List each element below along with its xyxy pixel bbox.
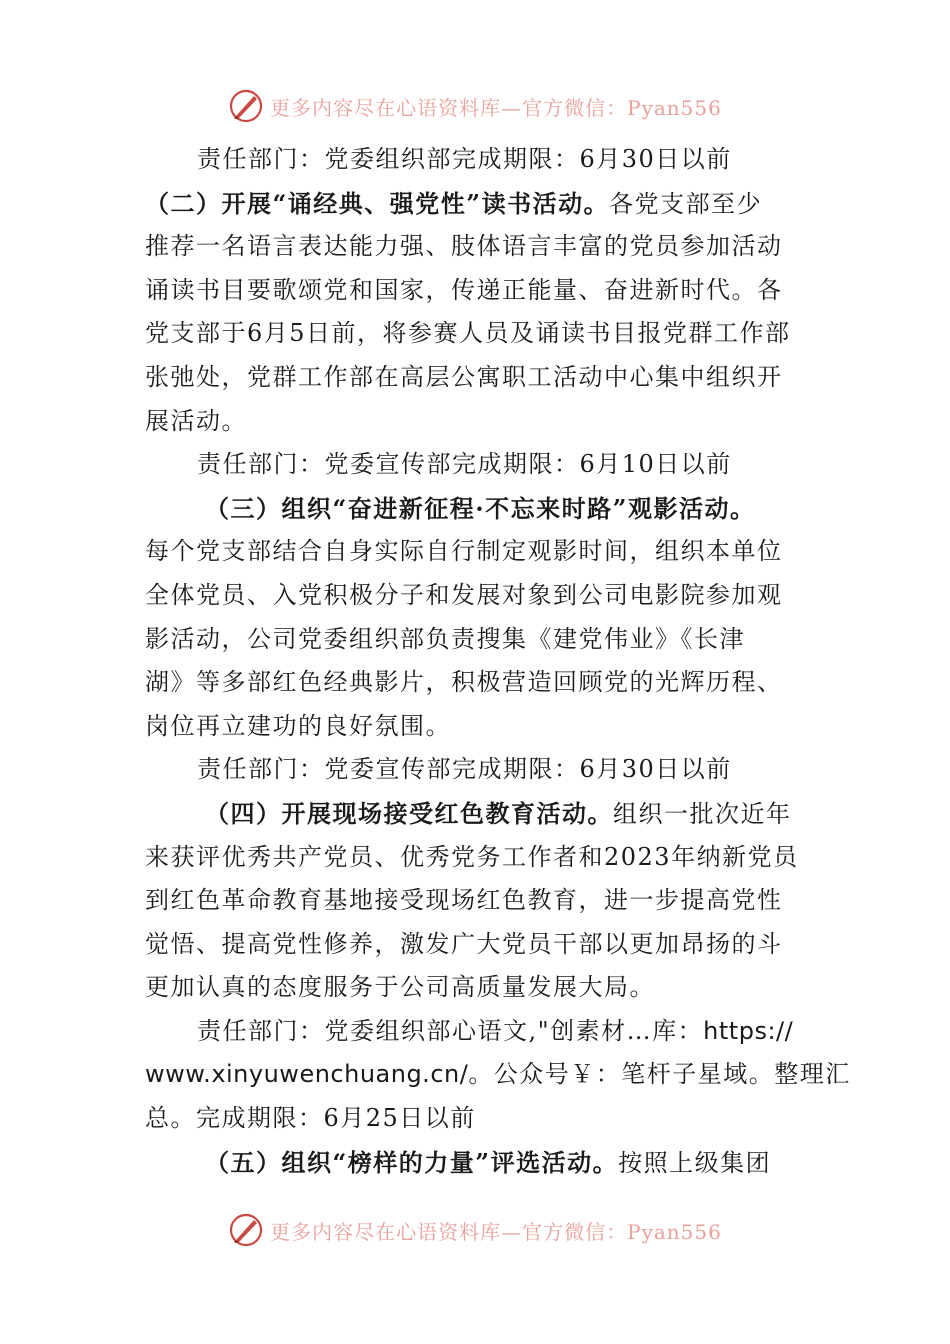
watermark-text: 更多内容尽在心语资料库—官方微信：Pyan556	[270, 95, 722, 120]
text-line	[145, 879, 810, 923]
text-line	[145, 661, 810, 705]
text-segment: 来获评优秀共产党员、优秀党务工作者和2023年纳新党员	[145, 842, 799, 871]
text-segment: www.xinyuwenchuang.cn/	[145, 1060, 469, 1089]
text-line	[145, 225, 810, 269]
section-heading: （三）组织“奋进新征程·不忘来时路”观影活动。	[205, 493, 756, 523]
text-line	[145, 923, 810, 967]
text-line	[145, 574, 810, 618]
text-line	[145, 443, 810, 487]
text-line	[145, 966, 810, 1010]
text-segment: 按照上级集团	[618, 1148, 772, 1177]
pen-logo-icon	[228, 1212, 264, 1248]
text-segment: 每个党支部结合自身实际自行制定观影时间，组织本单位	[145, 537, 783, 566]
document-body	[145, 138, 851, 1184]
text-line	[145, 487, 810, 531]
text-segment: 责任部门：党委组织部完成期限：6月30日以前	[197, 145, 732, 173]
section-heading: （五）组织“榜样的力量”评选活动。	[205, 1147, 619, 1177]
text-segment: 诵读书目要歌颂党和国家，传递正能量、奋进新时代。各	[145, 275, 783, 304]
text-line	[145, 705, 810, 749]
text-segment: 党支部于6月5日前，将参赛人员及诵读书目报党群工作部	[145, 319, 791, 348]
text-line	[145, 530, 810, 574]
text-segment: 总。完成期限：6月25日以前	[145, 1104, 476, 1133]
text-segment: 更加认真的态度服务于公司高质量发展大局。	[145, 973, 655, 1002]
text-line	[145, 1097, 810, 1141]
text-line	[145, 1053, 851, 1097]
header-watermark	[0, 84, 950, 128]
text-segment: 组织一批次近年	[613, 799, 792, 828]
section-heading: （四）开展现场接受红色教育活动。	[205, 798, 613, 828]
text-line	[145, 312, 810, 356]
text-line	[145, 792, 810, 836]
text-segment: 影活动，公司党委组织部负责搜集《建党伟业》《长津	[145, 624, 745, 653]
text-segment: https://	[703, 1016, 794, 1045]
text-segment: 张弛处，党群工作部在高层公寓职工活动中心集中组织开	[145, 362, 783, 391]
text-line	[145, 138, 810, 182]
text-segment: 责任部门：党委宣传部完成期限：6月10日以前	[197, 450, 732, 479]
text-line	[145, 836, 810, 880]
text-line	[145, 1141, 810, 1185]
text-segment: 责任部门：党委宣传部完成期限：6月30日以前	[197, 755, 732, 784]
text-segment: 觉悟、提高党性修养，激发广大党员干部以更加昂扬的斗	[145, 929, 783, 958]
text-segment: 责任部门：党委组织部心语文,"创素材…库：	[197, 1016, 704, 1045]
text-line	[145, 356, 810, 400]
text-segment: 推荐一名语言表达能力强、肢体语言丰富的党员参加活动	[145, 232, 783, 261]
watermark-text: 更多内容尽在心语资料库—官方微信：Pyan556	[270, 1219, 722, 1244]
text-line	[145, 400, 810, 444]
text-line	[145, 618, 810, 662]
section-heading: （二）开展“诵经典、强党性”读书活动。	[145, 188, 610, 218]
text-segment: 各党支部至少	[609, 189, 763, 218]
footer-watermark	[0, 1208, 950, 1252]
text-segment: 。公众号￥：笔杆子星域。整理汇	[468, 1060, 851, 1089]
text-segment: 全体党员、入党积极分子和发展对象到公司电影院参加观	[145, 580, 783, 609]
pen-logo-icon	[228, 88, 264, 124]
text-line	[145, 182, 810, 226]
text-line	[145, 1010, 810, 1054]
text-segment: 湖》等多部红色经典影片，积极营造回顾党的光辉历程、	[145, 668, 783, 697]
text-segment: 岗位再立建功的良好氛围。	[145, 711, 451, 740]
text-segment: 到红色革命教育基地接受现场红色教育，进一步提高党性	[145, 886, 783, 915]
text-line	[145, 748, 810, 792]
text-segment: 展活动。	[145, 406, 247, 435]
text-line	[145, 269, 810, 313]
